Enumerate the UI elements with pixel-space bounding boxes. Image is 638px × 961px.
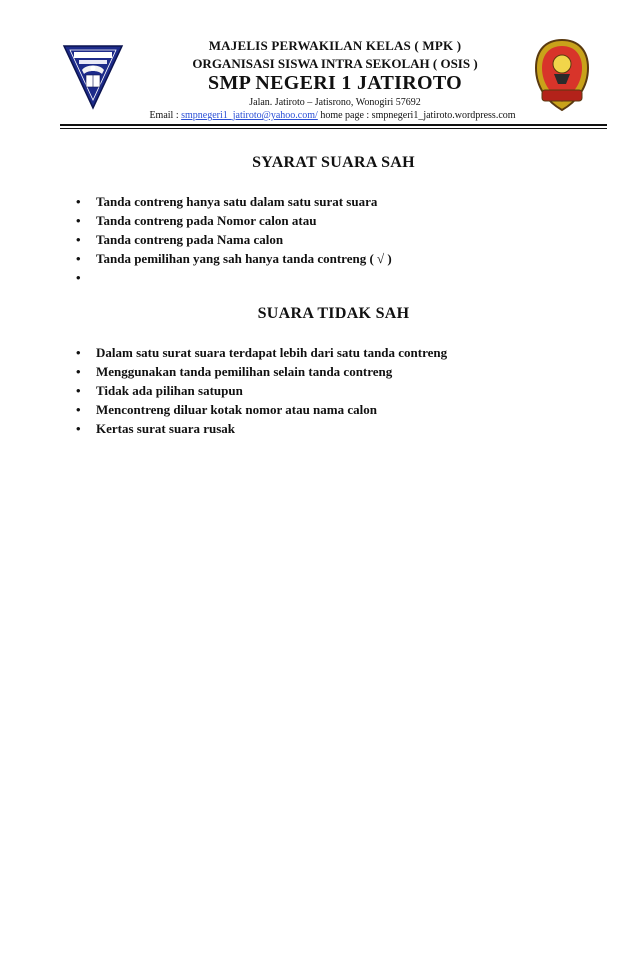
list-item: • Kertas surat suara rusak	[76, 421, 236, 436]
valid-votes-list	[60, 192, 580, 287]
bullet-icon: •	[76, 402, 81, 417]
bullet-icon: •	[76, 421, 81, 436]
list-item: • Tidak ada pilihan satupun	[76, 383, 243, 398]
section-title-valid-votes: SYARAT SUARA SAH	[252, 154, 415, 171]
letterhead-line-1: MAJELIS PERWAKILAN KELAS ( MPK )	[208, 38, 462, 53]
letterhead-rule-thin	[60, 128, 607, 129]
email-link[interactable]: smpnegeri1_jatiroto@yahoo.com/	[181, 110, 318, 121]
letterhead-line-2: ORGANISASI SISWA INTRA SEKOLAH ( OSIS )	[192, 56, 478, 71]
section-title-invalid-votes: SUARA TIDAK SAH	[257, 305, 410, 322]
bullet-icon: •	[76, 251, 81, 266]
bullet-icon: •	[76, 213, 81, 228]
contact-line	[60, 110, 605, 121]
list-item: • Dalam satu surat suara terdapat lebih dari satu tanda contreng	[76, 345, 448, 360]
bullet-icon: •	[76, 345, 81, 360]
list-item: • Menggunakan tanda pemilihan selain tanda contreng	[76, 364, 393, 379]
list-item: • Tanda contreng pada Nama calon	[76, 232, 284, 247]
bullet-icon: •	[76, 364, 81, 379]
homepage-text: home page : smpnegeri1_jatiroto.wordpress.com	[317, 110, 516, 121]
list-item	[60, 268, 580, 287]
list-item: • Mencontreng diluar kotak nomor atau nama calon	[76, 402, 377, 417]
bullet-icon: •	[76, 194, 81, 209]
email-label: Email :	[149, 110, 182, 121]
bullet-icon: •	[76, 270, 81, 285]
bullet-icon: •	[76, 232, 81, 247]
school-name: SMP NEGERI 1 JATIROTO	[208, 72, 462, 94]
bullet-icon: •	[76, 383, 81, 398]
list-item: • Tanda pemilihan yang sah hanya tanda contreng ( √ )	[76, 251, 392, 266]
letterhead-rule-thick	[60, 124, 607, 126]
invalid-votes-list	[60, 343, 580, 438]
list-item: • Tanda contreng hanya satu dalam satu surat suara	[76, 194, 378, 209]
school-address: Jalan. Jatiroto – Jatisrono, Wonogiri 57692	[249, 97, 421, 108]
list-item: • Tanda contreng pada Nomor calon atau	[76, 213, 317, 228]
